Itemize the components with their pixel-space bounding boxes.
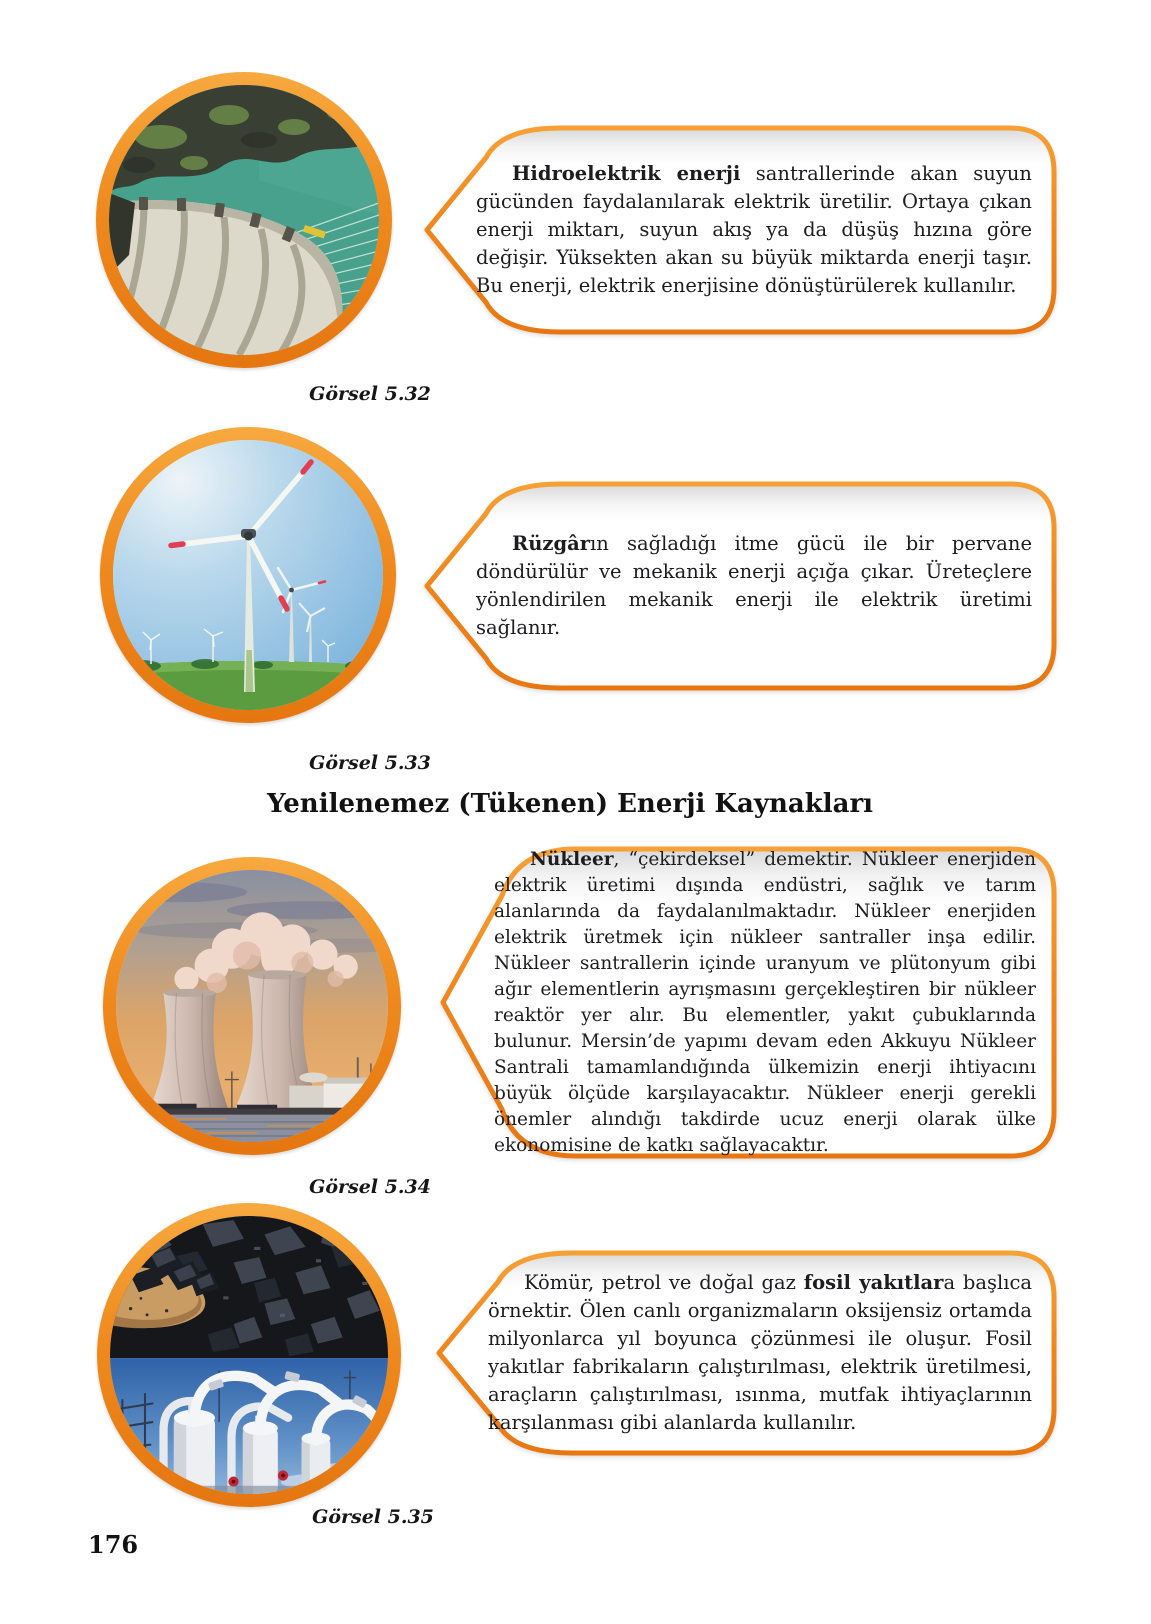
- figure-caption: Görsel 5.34: [309, 1176, 431, 1198]
- nuclear-paragraph: Nükleer, “çekirdeksel” demektir. Nükleer enerjiden elektrik üretimi dışında endüstri, sağlık ve tarım alanlarında da faydalanılmaktadır. Nükleer enerjiden elektrik üretmek için nükleer santraller inşa edilir. Nükleer santrallerin içinde uranyum ve plütonyum gibi ağır elementlerin ayrışmasını gerçekleştiren bir nükleer reaktör yer alır. Bu elementler, yakıt çubuklarında bulunur. Mersin’de yapımı devam eden Akkuyu Nükleer Santrali tamamlandığında ülkemizin enerji ihtiyacını büyük ölçüde karşılayacaktır. Nükleer enerji gerekli önemler alındığı takdirde ucuz enerji olarak ülke ekonomisine de katkı sağlayacaktır.: [494, 848, 1036, 1156]
- fossil-fuels-paragraph: Kömür, petrol ve doğal gaz fosil yakıtlara başlıca örnektir. Ölen canlı organizmaların oksijensiz ortamda milyonlarca yıl boyunca çözünmesi ile oluşur. Fosil yakıtlar fabrikaların çalıştırılması, elektrik üretilmesi, araçların çalıştırılması, ısınma, mutfak ihtiyaçlarının karşılanması gibi alanlarda kullanılır.: [488, 1271, 1032, 1434]
- nuclear-plant-image: [116, 870, 388, 1142]
- figure-caption: Görsel 5.35: [312, 1506, 434, 1528]
- hydroelectric-paragraph: Hidroelektrik enerji santrallerinde akan suyun gücünden faydalanılarak elektrik üretilir. Ortaya çıkan enerji miktarı, suyun akış ya da düşüş hızına göre değişir. Yüksekten akan su büyük miktarda enerji taşır. Bu enerji, elektrik enerjisine dönüştürülerek kullanılır.: [476, 162, 1032, 297]
- fossil-fuels-image: [110, 1216, 388, 1494]
- hydroelectric-dam-image: [109, 85, 379, 355]
- figure-caption: Görsel 5.33: [309, 752, 431, 774]
- page-number: 176: [88, 1530, 139, 1559]
- figure-caption: Görsel 5.32: [309, 383, 431, 405]
- wind-turbines-image: [113, 440, 383, 710]
- figure-hydroelectric-dam: [96, 72, 392, 368]
- figure-wind-turbines: [100, 427, 396, 723]
- speech-bubble-fossil-fuels: [436, 1247, 1060, 1459]
- speech-bubble-wind: [424, 478, 1060, 694]
- figure-nuclear-plant: [103, 857, 401, 1155]
- wind-paragraph: Rüzgârın sağladığı itme gücü ile bir pervane döndürülür ve mekanik enerji açığa çıkar. Üreteçlere yönlendirilen mekanik enerji ile elektrik üretimi sağlanır.: [476, 532, 1032, 639]
- speech-bubble-hydroelectric: [424, 122, 1060, 338]
- speech-bubble-nuclear: [440, 843, 1060, 1162]
- figure-fossil-fuels: [97, 1203, 401, 1507]
- section-heading: Yenilenemez (Tükenen) Enerji Kaynakları: [266, 789, 874, 819]
